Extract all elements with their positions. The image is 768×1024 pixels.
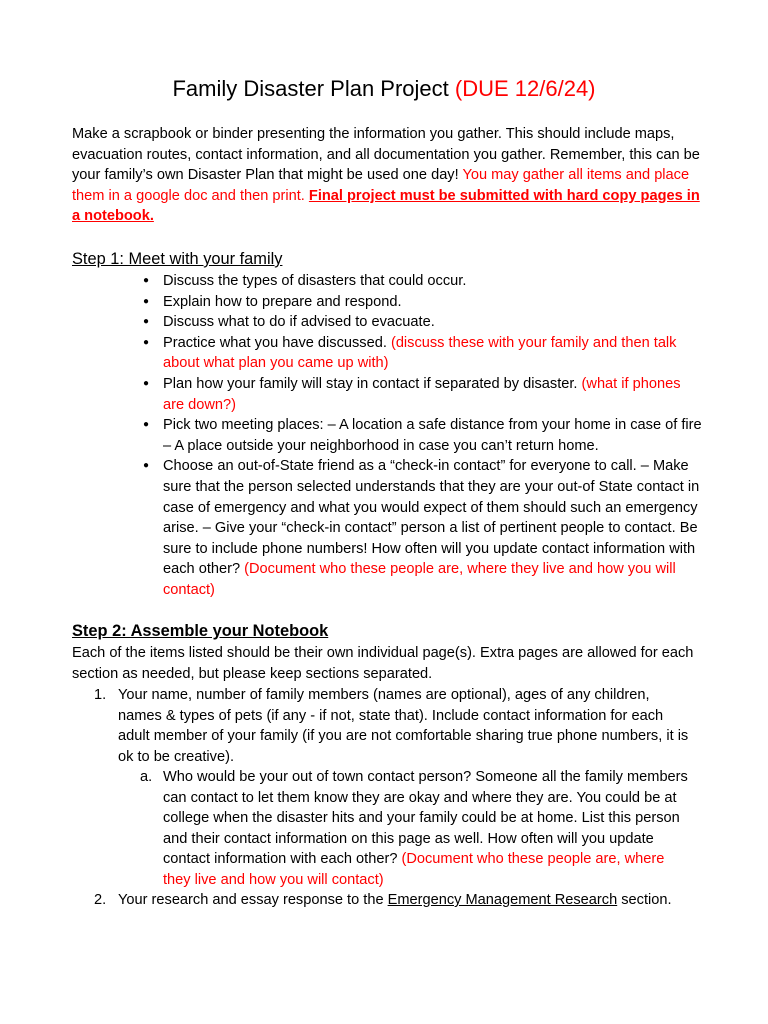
bullet-note: (discuss these with your family and then talk about what plan you came up with) bbox=[163, 334, 677, 372]
sub-item-note: (Document who these people are, where they live and how you will contact) bbox=[163, 851, 665, 888]
bullet-text: Practice what you have discussed. bbox=[163, 334, 391, 351]
bullet-text: Choose an out-of-State friend as a “check-in contact” for everyone to call. – Make sure that the person selected understands that they are your out-of State contact in case of emergency and what you would expect of them should such an emergency arise. – Give your “check-in contact” person a list of pertinent people to contact. Be sure to include phone numbers! How often will you update contact information with each other? bbox=[163, 458, 700, 578]
list-item bbox=[0, 415, 703, 456]
list-marker: 2. bbox=[94, 892, 107, 908]
list-item bbox=[0, 374, 703, 415]
intro-red-text: You may gather all items and place them in a google doc and then print. bbox=[72, 167, 690, 204]
list-item bbox=[0, 333, 703, 374]
item-tail: section. bbox=[617, 892, 672, 908]
page-title bbox=[0, 74, 768, 104]
list-item bbox=[0, 292, 703, 313]
list-item bbox=[0, 312, 703, 333]
list-marker: 1. bbox=[94, 687, 107, 703]
bullet-text: Explain how to prepare and respond. bbox=[163, 293, 402, 310]
sub-item-text bbox=[163, 767, 695, 891]
emergency-management-research-link[interactable]: Emergency Management Research bbox=[387, 892, 618, 908]
bullet-icon: ● bbox=[142, 295, 150, 307]
bullet-icon: ● bbox=[142, 419, 150, 431]
bullet-icon: ● bbox=[142, 275, 150, 286]
bullet-icon: ● bbox=[142, 460, 150, 472]
title-main: Family Disaster Plan Project bbox=[172, 76, 455, 101]
sub-item-body: Who would be your out of town contact person? Someone all the family members can contact to let them know they are okay and where they are. You could be at college when the disaster hits and your family could be at home. List this person and their contact information on this page as well. How often will you update contact information with each other? bbox=[163, 769, 688, 868]
bullet-icon: ● bbox=[142, 316, 150, 328]
list-item bbox=[0, 456, 703, 600]
bullet-icon: ● bbox=[142, 336, 150, 348]
bullet-text: Plan how your family will stay in contact if separated by disaster. bbox=[163, 375, 582, 392]
step2-paragraph: Each of the items listed should be their own individual page(s). Extra pages are allowed for each section as needed, but please keep sections separated. bbox=[72, 645, 694, 682]
due-date: (DUE 12/6/24) bbox=[454, 76, 596, 101]
list-item bbox=[0, 271, 703, 292]
bullet-text: Pick two meeting places: – A location a safe distance from your home in case of fire – A place outside your neighborhood in case you can’t return home. bbox=[163, 417, 702, 454]
numbered-item-text: Your name, number of family members (names are optional), ages of any children, names & types of pets (if any - if not, state that). Include contact information for each adult member of your family (if you are not comfortable sharing true phone numbers, it is ok to be creative). bbox=[118, 687, 689, 765]
bullet-text: Discuss the types of disasters that could occur. bbox=[163, 273, 467, 289]
intro-text: Make a scrapbook or binder presenting the information you gather. This should include maps, evacuation routes, contact information, and all documentation you gather. Remember, this can be your family’s own Disaster Plan that might be used one day! bbox=[72, 126, 700, 184]
step1-heading: Step 1: Meet with your family bbox=[72, 250, 283, 268]
intro-paragraph bbox=[72, 124, 702, 227]
bullet-icon: ● bbox=[142, 377, 150, 389]
intro-requirement: Final project must be submitted with hard copy pages in a notebook. bbox=[72, 187, 700, 225]
item-body: Your research and essay response to the bbox=[118, 892, 388, 908]
step2-heading: Step 2: Assemble your Notebook bbox=[72, 622, 329, 640]
numbered-item-text bbox=[118, 890, 694, 911]
bullet-note: (what if phones are down?) bbox=[163, 375, 681, 413]
bullet-note: (Document who these people are, where they live and how you will contact) bbox=[163, 561, 676, 598]
bullet-text: Discuss what to do if advised to evacuate. bbox=[163, 314, 435, 331]
step1-bullet-list bbox=[0, 271, 703, 601]
list-marker: a. bbox=[140, 769, 153, 785]
